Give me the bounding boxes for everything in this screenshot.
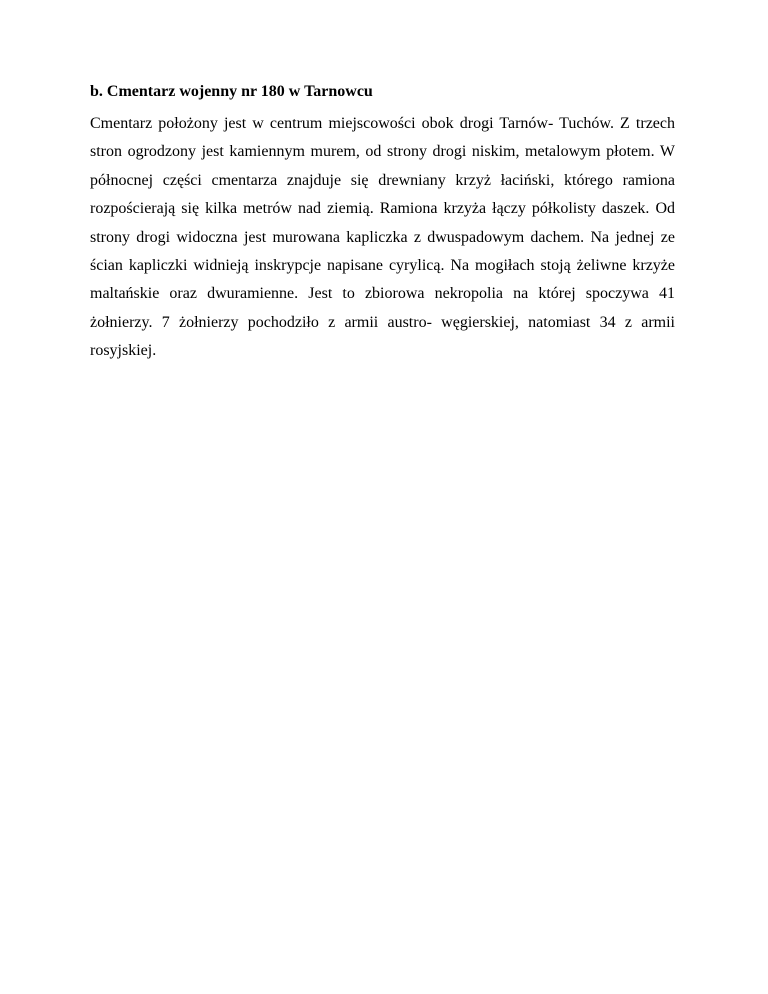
section-heading: b. Cmentarz wojenny nr 180 w Tarnowcu bbox=[90, 83, 373, 100]
document-content bbox=[90, 82, 675, 366]
body-paragraph: Cmentarz położony jest w centrum miejscowości obok drogi Tarnów- Tuchów. Z trzech stron ogrodzony jest kamiennym murem, od strony drogi niskim, metalowym płotem. W północnej części cmentarza znajduje się drewniany krzyż łaciński, którego ramiona rozpościerają się kilka metrów nad ziemią. Ramiona krzyża łączy półkolisty daszek. Od strony drogi widoczna jest murowana kapliczka z dwuspadowym dachem. Na jednej ze ścian kapliczki widnieją inskrypcje napisane cyrylicą. Na mogiłach stoją żeliwne krzyże maltańskie oraz dwuramienne. Jest to zbiorowa nekropolia na której spoczywa 41 żołnierzy. 7 żołnierzy pochodziło z armii austro- węgierskiej, natomiast 34 z armii rosyjskiej. bbox=[90, 115, 675, 360]
